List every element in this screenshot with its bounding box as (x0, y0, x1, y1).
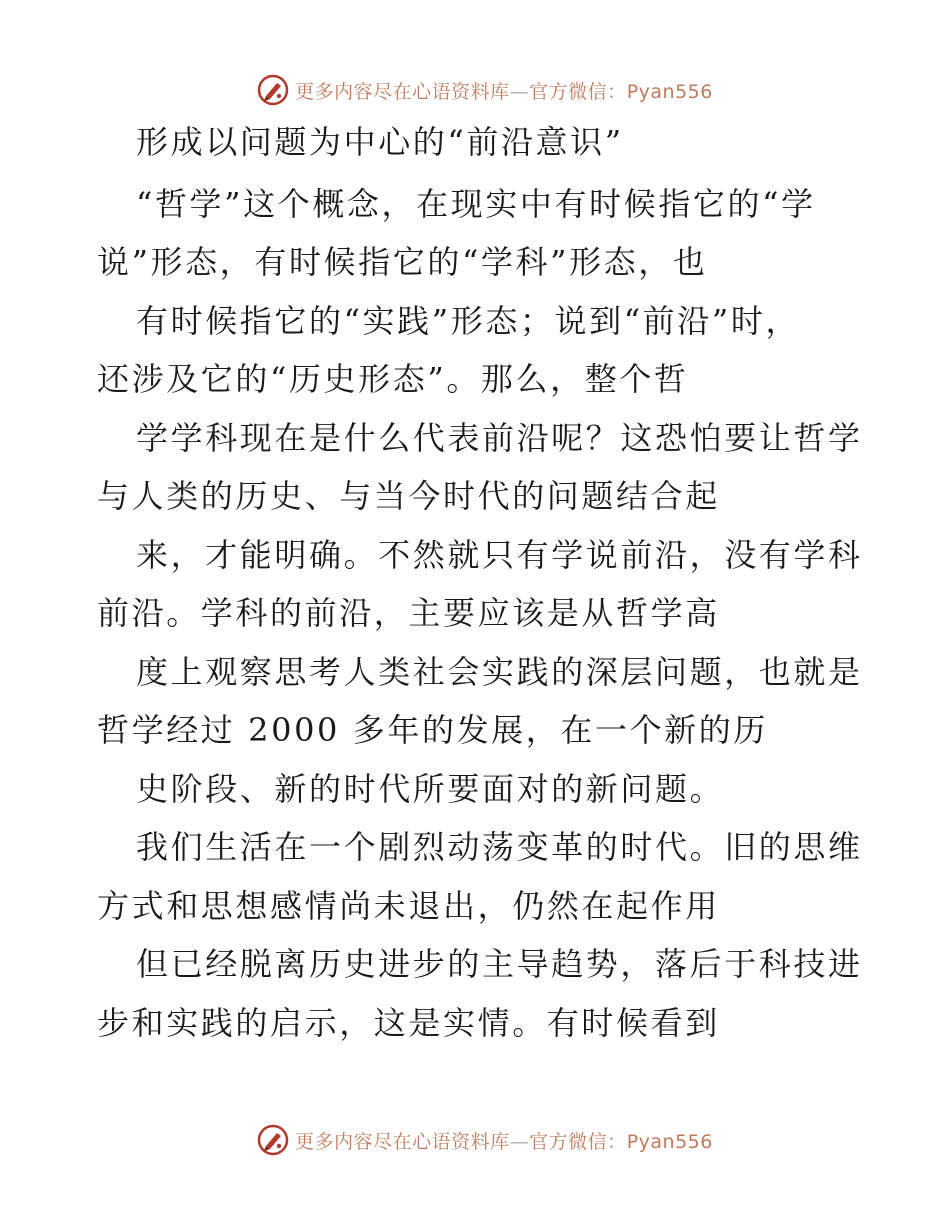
body-line: 说”形态，有时候指它的“学科”形态，也 (97, 243, 708, 281)
body-line: 来，才能明确。不然就只有学说前沿，没有学科 (136, 536, 863, 574)
footer-banner-handle: Pyan556 (626, 1130, 713, 1153)
header-banner-separator: — (509, 80, 530, 103)
footer-banner (0, 1123, 950, 1157)
body-line-heading: 形成以问题为中心的“前沿意识” (136, 123, 624, 161)
red-pen-logo-icon (257, 1124, 289, 1156)
header-banner-title: 更多内容尽在心语资料库 (295, 80, 510, 103)
body-line: 前沿。学科的前沿，主要应该是从哲学高 (97, 594, 720, 632)
header-banner-account-label: 官方微信： (529, 80, 627, 103)
body-line: 史阶段、新的时代所要面对的新问题。 (136, 770, 725, 808)
footer-banner-text (295, 1127, 713, 1154)
red-pen-logo-icon (257, 74, 289, 106)
body-line: 我们生活在一个剧烈动荡变革的时代。旧的思维 (136, 828, 863, 866)
body-line: 步和实践的启示，这是实情。有时候看到 (97, 1004, 720, 1042)
body-line: 学学科现在是什么代表前沿呢？这恐怕要让哲学 (136, 419, 863, 457)
body-line: “哲学”这个概念，在现实中有时候指它的“学 (136, 185, 816, 223)
footer-banner-account-label: 官方微信： (529, 1130, 627, 1153)
body-line: 哲学经过 2000 多年的发展，在一个新的历 (97, 711, 768, 749)
body-line: 但已经脱离历史进步的主导趋势，落后于科技进 (136, 945, 863, 983)
header-banner-handle: Pyan556 (626, 80, 713, 103)
header-banner-text (295, 77, 713, 104)
body-line: 与人类的历史、与当今时代的问题结合起 (97, 477, 720, 515)
body-line: 方式和思想感情尚未退出，仍然在起作用 (97, 887, 720, 925)
header-banner-inner (257, 74, 713, 106)
body-line: 度上观察思考人类社会实践的深层问题，也就是 (136, 653, 863, 691)
footer-banner-separator: — (509, 1130, 530, 1153)
body-line: 还涉及它的“历史形态”。那么，整个哲 (97, 360, 689, 398)
body-line: 有时候指它的“实践”形态；说到“前沿”时， (136, 302, 801, 340)
footer-banner-inner (257, 1124, 713, 1156)
footer-banner-title: 更多内容尽在心语资料库 (295, 1130, 510, 1153)
header-banner (0, 73, 950, 107)
